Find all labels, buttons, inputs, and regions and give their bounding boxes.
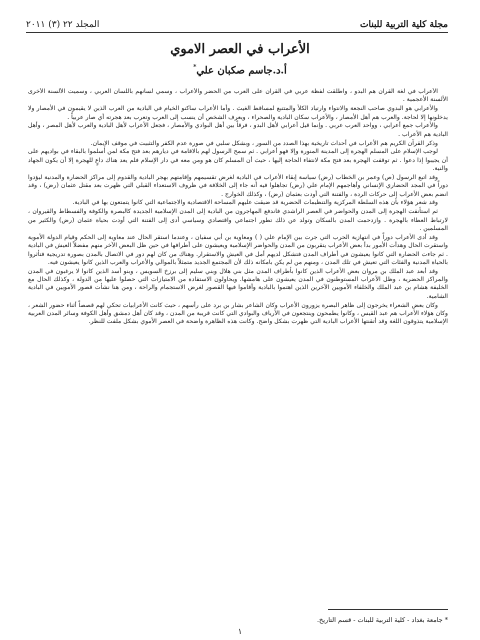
footnote: * جامعة بغداد - كلية التربية للبنات - قسم التاريخ. bbox=[316, 616, 448, 624]
footnote-divider bbox=[328, 609, 448, 610]
page-number: ١ bbox=[237, 627, 243, 636]
paragraph: وذكر القرآن الكريم هم الأعراب في أحداث تاريخية بهذا الصدد من السور ، وبشكل سلبي في صورة عدم الكفر والتثبيت في موقف الإيمان. bbox=[90, 139, 438, 147]
running-header bbox=[26, 14, 448, 33]
paragraph: والأعراب جمع أعرابي ، وواحد العرب عربي . وإنما قيل أعرابي لأهل البدو ، فرقاً بين أهل البوادي والأمصار ، فجعل الأعراب لأهل البادية والعرب لأهل المصر ، وأهل البادية هم الأعراب . bbox=[28, 122, 448, 138]
paragraph: وقد أبعد عبد الملك بن مروان بعض الأعراب الذين كانوا بأطراف المدن مثل بني هلال وبني سليم إلى برزخ السويس ، وبنو أسد الذين كانوا لا يرغبون في المدن والمراكز الحضرية ، وظل الأعراب المستوطنون في المدن يعيشون على هامشها. ويحاولون الاستفادة من الامتيازات التي حصلوا عليها من الدولة ، وكذلك الحال مع الخليفة هشام بن عبد الملك والخلفاء الأمويين الآخرين الذين اهتموا بالبادية وأقاموا فيها القصور لغرض الاستجمام والراحة ، ومن هنا نشأت قصور الأمويين في البادية الشامية. bbox=[28, 267, 448, 300]
paragraph: الأعراب في لغة القرآن هم البدو ، واطلقت لفظة عربي في القرآن على العرب من الحضر والأعراب ، وسمي لسانهم باللسان العربي ، وسميت الألسنة الأخرى الألسنة الأعجمية . bbox=[28, 88, 448, 104]
article-title: الأعراب في العصر الاموي bbox=[170, 42, 310, 57]
article-body bbox=[28, 88, 448, 588]
journal-name: مجلة كلية التربية للبنات bbox=[360, 20, 448, 30]
author-name: أ.د.جاسم صكبان علي bbox=[196, 65, 287, 77]
paragraph: وقد شعر هؤلاء بأن هذه السلطة المركزية والتنظيمات الحضرية قد ضيقت عليهم المساحة الاقتصادية والاجتماعية التي كانوا يتمتعون بها في البادية. bbox=[72, 199, 438, 207]
paragraph: وقد اتبع الرسول (ص) وعمر بن الخطاب (رض) سياسة إبقاء الأعراب في البادية لغرض تقسيمهم وإقامتهم بهجر البادية والقدوم إلى مراكز الحضارة والمدنية ليؤدوا دوراً في المجد الحضاري الإنساني وأهاجمهم الإمام علي (رض) تجاهلوا فيه أنه جاء إلى الخلافة في ظروف الاستعداء القبلي التي ظهرت بعد مقتل عثمان (رض) ، وقد انضم بعض الأعراب إلى حركات الردة ، والفتنة التي أودت بعثمان (رض) ، وكذلك الخوارج . bbox=[28, 173, 448, 198]
paragraph: وكان بعض الشعراء يخرجون إلى ظاهر البصرة يزورون الأعراب وكان الشاعر بشار بن برد على رأسهم ، حيث كانت الأعرابيات تحكي لهم قصصاً أثناء حضور الشعر ، وكان هؤلاء الأعراب هم عبد القيس ، وكانوا يطمحون وينتجعون في الأرياف والبوادي التي كانت قريبة من المدن ، وقد كان أهل دمشق وأهل الكوفة وسائر المدن العربية الإسلامية يتذوقون اللغة وقد أتقنتها الأعراب البادية التي ظهرت بشكل واضح. وكانت هذه الظاهرة واضحة في العصر الأموي بشكل ملفت للنظر. bbox=[28, 301, 448, 326]
paragraph: والأعرابي هو البدوي صاحب النجعة والانتواء وارتياد الكلأ والمتتبع لمساقط الغيث . وأما الأعراب ساكنو الخيام في البادية من العرب الذين لا يقيمون في الأمصار ولا يدخلونها إلا لحاجة. والعرب هم أهل الأمصار ، والأعراب سكان البادية والصحراء ، ويعرف الشخص أن ينسب إلى العرب وتعرب بعد هجرته أي صار عربياً . bbox=[28, 105, 448, 121]
paragraph: لوجب الإسلام على المسلم الهجرة إلى المدينة المنورة وإلا فهو أعرابي . ثم سمح الرسول لهم بالاقامة في ديارهم بعد فتح مكة لمن أسلموا بالبقاء في بواديهم على أن يجيبوا إذا دعوا . ثم توقفت الهجرة بعد فتح مكة لانتفاء الحاجة إليها ، حيث أن المسلم كان هو ومن معه في دار الإسلام فلم يعد هناك داعٍ للهجرة إلا أن يكون الجهاد والنية. bbox=[28, 148, 448, 173]
paragraph: وقد أدى الأعراب دوراً في انتهازية الحرب التي جرت بين الإمام علي ( ) ومعاوية بن أبي سفيان ، وعندما استقر الحال عند معاوية إلى الحكم وقيام الدولة الأموية واستقرت الحال وهدأت الأمور بدأ بعض الأعراب يتقربون من المدن والحواضر الإسلامية ويعيشون على أطرافها في حين ظل البعض الآخر منهم مفضلاً العيش في البادية . ثم جاءت الحضارة التي كانوا يعيشون في أطراف المدن فتشكل لديهم أمل في العيش والاستقرار. وهناك من كان لهم دور في الاتصال بالمدن بصورة تدريجية فتأثروا بالحياة المدنية والفئات التي تعيش في تلك المدن ، ومنهم من لم يكن بامكانه ذلك لأن المجتمع الجديد متمثلاً بالموالي والأعراب والعرب الذين كانوا يعيشون فيه. bbox=[28, 233, 448, 266]
author-footnote-mark: * bbox=[193, 64, 197, 71]
volume-info: المجلد ٢٢ (٣) ٢٠١١ bbox=[26, 20, 100, 30]
author-line bbox=[0, 64, 480, 76]
paragraph: ثم استأنفت الهجرة إلى المدن والحواضر في العصر الراشدي فاندفع المهاجرون من البادية إلى المدن الإسلامية الجديدة كالبصرة والكوفة والفسطاط والقيروان ، لارتباط العطاء بالهجرة . وازدحمت المدن بالسكان وتولد عن ذلك تطور اجتماعي واقتصادي وسياسي أدى إلى الفتنة التي أودت بحياة عثمان (رض) والكثير من المسلمين . bbox=[28, 208, 448, 232]
